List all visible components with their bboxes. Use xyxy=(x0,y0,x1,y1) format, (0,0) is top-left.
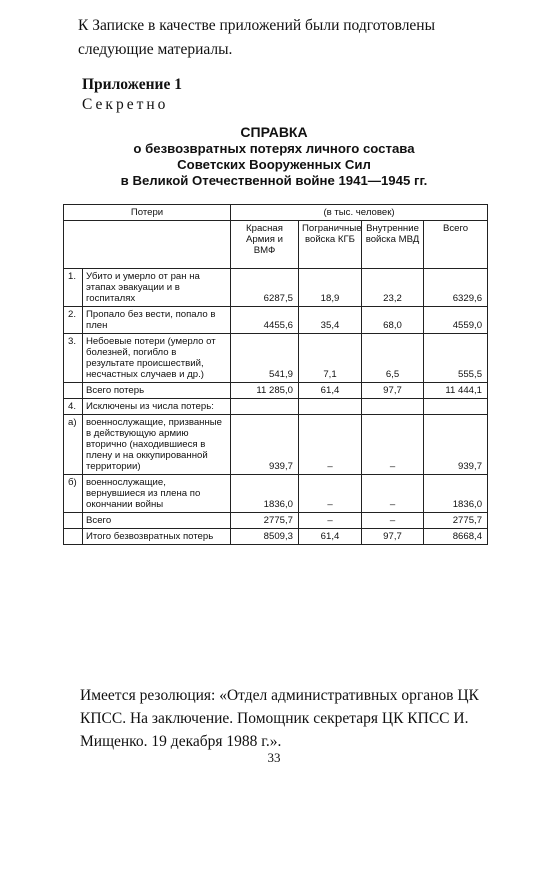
cell-total: 6329,6 xyxy=(424,269,488,307)
cell-label: Небоевые потери (умерло от болезней, погибло в результате происшествий, несчастных случаев и др.) xyxy=(83,334,231,383)
cell-total: 8668,4 xyxy=(424,529,488,545)
header-internal: Внутренние войска МВД xyxy=(362,221,424,269)
appendix-title: Приложение 1 xyxy=(82,76,182,93)
table-row xyxy=(64,529,488,545)
header-total: Всего xyxy=(424,221,488,269)
subtitle-line-1: о безвозвратных потерях личного состава xyxy=(133,141,415,156)
table-row xyxy=(64,307,488,334)
cell-label: военнослужащие, вернувшиеся из плена по окончании войны xyxy=(83,475,231,513)
cell-total: 2775,7 xyxy=(424,513,488,529)
losses-table xyxy=(63,204,488,545)
cell-border: – xyxy=(299,513,362,529)
subtitle-line-3: в Великой Отечественной войне 1941—1945 гг. xyxy=(120,173,428,188)
page-number: 33 xyxy=(267,750,281,765)
cell-army: 11 285,0 xyxy=(231,383,299,399)
report-subtitle xyxy=(40,141,508,189)
cell-army: 541,9 xyxy=(231,334,299,383)
table-row xyxy=(64,399,488,415)
table-row xyxy=(64,383,488,399)
cell-internal: 97,7 xyxy=(362,383,424,399)
cell-internal: – xyxy=(362,513,424,529)
table-row xyxy=(64,475,488,513)
table-row xyxy=(64,513,488,529)
report-title: СПРАВКА xyxy=(240,124,308,140)
cell-total: 1836,0 xyxy=(424,475,488,513)
cell-idx: 1. xyxy=(64,269,83,307)
cell-internal xyxy=(362,399,424,415)
secret-mark: Секретно xyxy=(82,96,169,113)
cell-total xyxy=(424,399,488,415)
cell-border xyxy=(299,399,362,415)
cell-idx: 3. xyxy=(64,334,83,383)
cell-label: Убито и умерло от ран на этапах эвакуации и в госпиталях xyxy=(83,269,231,307)
cell-border: – xyxy=(299,415,362,475)
cell-army: 6287,5 xyxy=(231,269,299,307)
cell-idx: 2. xyxy=(64,307,83,334)
cell-idx: а) xyxy=(64,415,83,475)
cell-army: 8509,3 xyxy=(231,529,299,545)
cell-border: 18,9 xyxy=(299,269,362,307)
cell-army: 4455,6 xyxy=(231,307,299,334)
cell-internal: 23,2 xyxy=(362,269,424,307)
cell-border: 61,4 xyxy=(299,383,362,399)
cell-internal: 97,7 xyxy=(362,529,424,545)
header-units: (в тыс. человек) xyxy=(231,205,488,221)
cell-army: 939,7 xyxy=(231,415,299,475)
header-border: Пограничные войска КГБ xyxy=(299,221,362,269)
cell-label: Пропало без вести, попало в плен xyxy=(83,307,231,334)
header-army: Красная Армия и ВМФ xyxy=(231,221,299,269)
cell-label: Исключены из числа потерь: xyxy=(83,399,231,415)
cell-idx: 4. xyxy=(64,399,83,415)
cell-total: 4559,0 xyxy=(424,307,488,334)
cell-total: 939,7 xyxy=(424,415,488,475)
intro-paragraph: К Записке в качестве приложений были подготовлены следующие материалы. xyxy=(78,17,436,58)
cell-internal: – xyxy=(362,415,424,475)
cell-border: 61,4 xyxy=(299,529,362,545)
table-row xyxy=(64,269,488,307)
header-losses: Потери xyxy=(64,205,231,221)
cell-label: Всего xyxy=(83,513,231,529)
cell-idx xyxy=(64,383,83,399)
table-row xyxy=(64,334,488,383)
cell-idx xyxy=(64,529,83,545)
cell-label: военнослужащие, призванные в действующую армию вторично (находившиеся в плену и на оккупированной территории) xyxy=(83,415,231,475)
cell-border: 35,4 xyxy=(299,307,362,334)
closing-paragraph: Имеется резолюция: «Отдел административных органов ЦК КПСС. На заключение. Помощник секретаря ЦК КПСС И. Мищенко. 19 декабря 1988 г.». xyxy=(80,687,479,750)
cell-idx xyxy=(64,513,83,529)
cell-label: Итого безвозвратных потерь xyxy=(83,529,231,545)
cell-border: – xyxy=(299,475,362,513)
cell-army xyxy=(231,399,299,415)
cell-army: 2775,7 xyxy=(231,513,299,529)
cell-idx: б) xyxy=(64,475,83,513)
cell-total: 555,5 xyxy=(424,334,488,383)
cell-internal: – xyxy=(362,475,424,513)
cell-label: Всего потерь xyxy=(83,383,231,399)
header-spacer xyxy=(64,221,231,269)
cell-internal: 68,0 xyxy=(362,307,424,334)
table-row xyxy=(64,415,488,475)
subtitle-line-2: Советских Вооруженных Сил xyxy=(177,157,371,172)
cell-army: 1836,0 xyxy=(231,475,299,513)
cell-border: 7,1 xyxy=(299,334,362,383)
cell-total: 11 444,1 xyxy=(424,383,488,399)
cell-internal: 6,5 xyxy=(362,334,424,383)
